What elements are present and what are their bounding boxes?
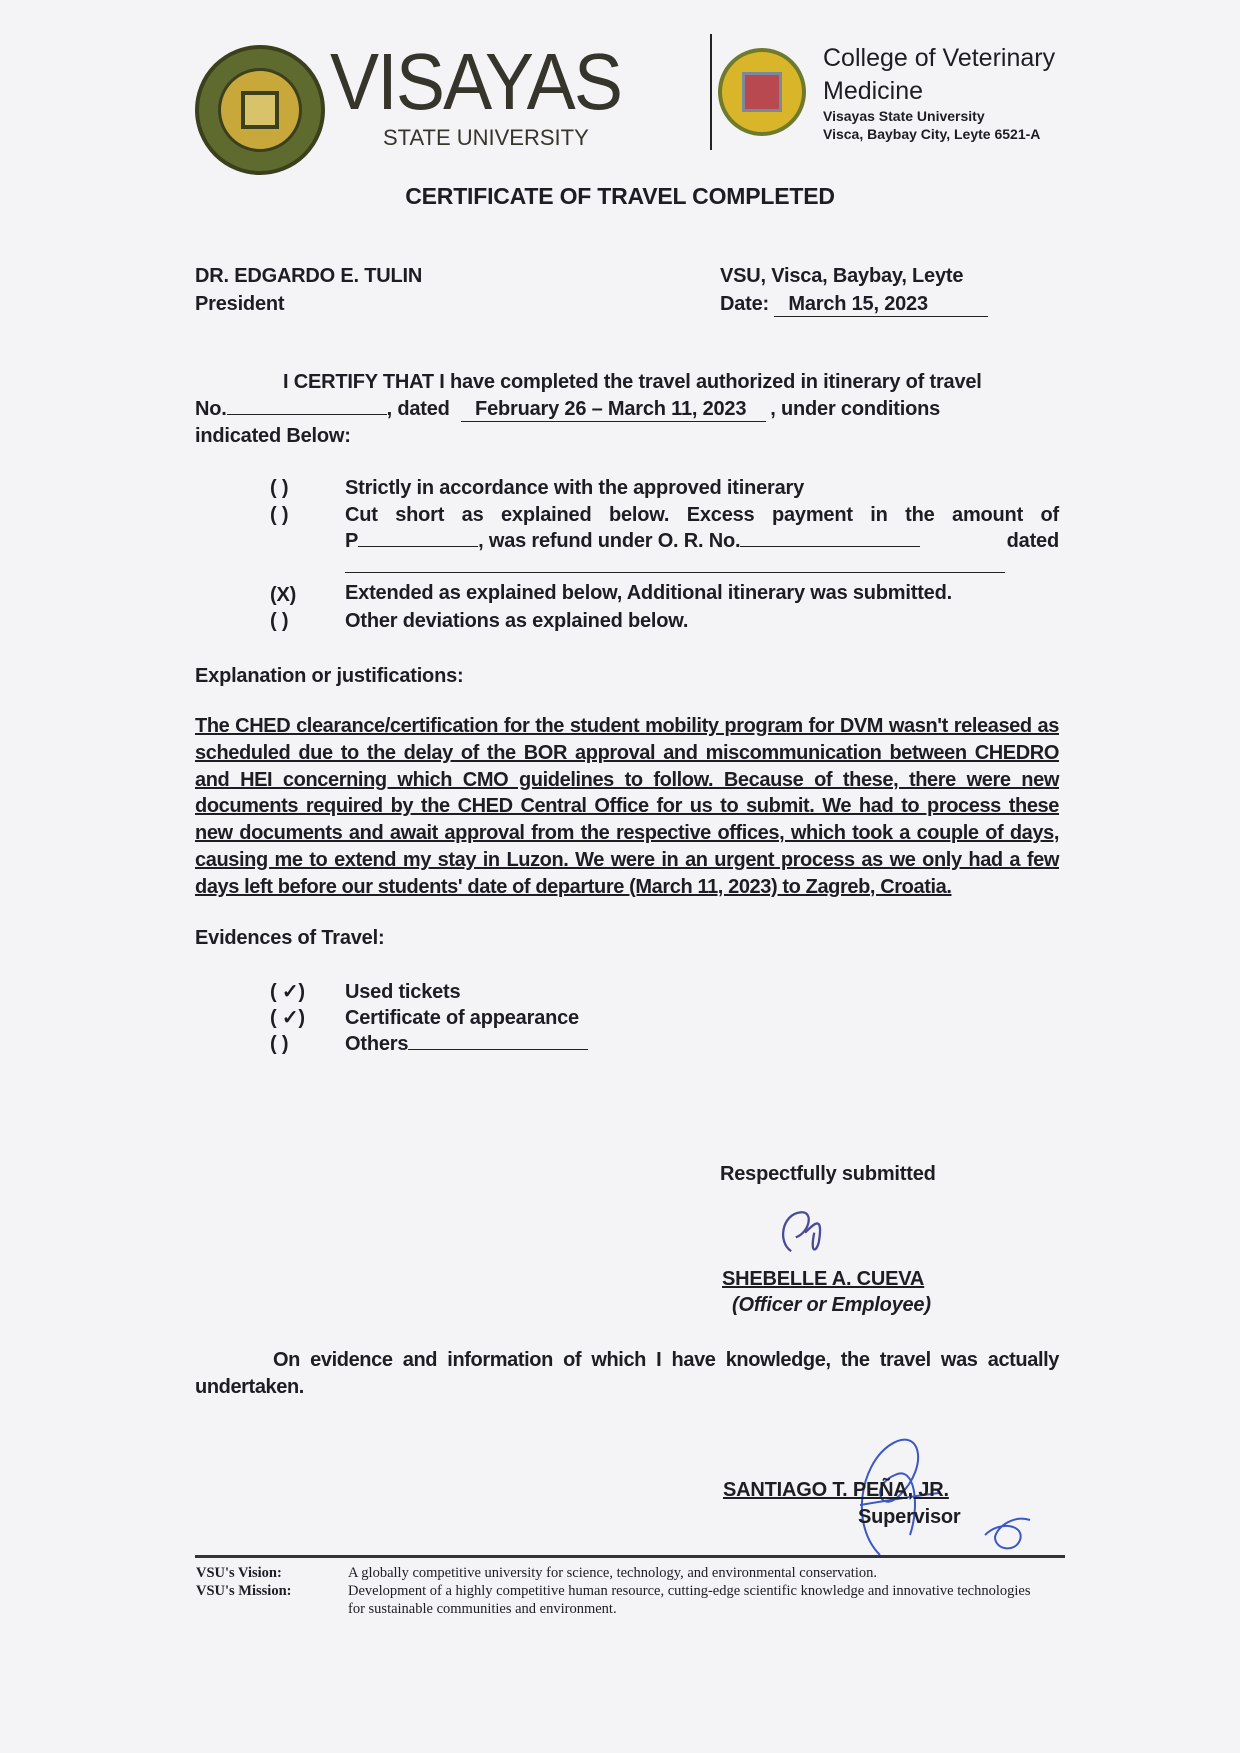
evidence-text: Certificate of appearance: [345, 1006, 579, 1029]
dated-text: February 26 – March 11, 2023: [475, 398, 747, 420]
footer-rule: [195, 1555, 1065, 1558]
option-mark[interactable]: ( ): [270, 504, 289, 526]
option-mark[interactable]: (X): [270, 584, 297, 606]
location: VSU, Visca, Baybay, Leyte: [720, 265, 964, 287]
university-wordmark: VISAYAS: [330, 37, 622, 126]
date-row: [720, 293, 988, 317]
explanation-text: The CHED clearance/certification for the student mobility program for DVM wasn't released as scheduled due to the delay of the BOR approval and miscommunication between CHEDRO and HEI concerning which CMO guidelines to follow. Because of these, there were new documents required by the CHED Central Office for us to submit. We had to process these new documents and await approval from the respective offices, which took a couple of days, causing me to extend my stay in Luzon. We were in an urgent process as we only had a few days left before our students' date of departure (March 11, 2023) to Zagreb, Croatia.: [195, 715, 1059, 898]
evidence-mark[interactable]: ( ✓): [270, 980, 305, 1003]
amount-blank[interactable]: [358, 545, 478, 547]
evidence-other: [345, 1031, 588, 1057]
evidence-item: [195, 1005, 1059, 1031]
evidence-text: Others: [345, 1032, 409, 1055]
addressee-position: President: [195, 293, 285, 315]
addressee-name: DR. EDGARDO E. TULIN: [195, 265, 423, 287]
supervisor-role: Supervisor: [858, 1506, 961, 1528]
conditions-label: , under conditions: [770, 398, 941, 420]
college-name-1: College of Veterinary: [823, 44, 1056, 72]
header-divider: [710, 34, 712, 150]
others-blank[interactable]: [408, 1048, 588, 1050]
refund-line: [345, 530, 1059, 553]
vision-label: VSU's Vision:: [196, 1565, 282, 1581]
supervisor-name: SANTIAGO T. PEÑA, JR.: [723, 1479, 949, 1501]
option-mark[interactable]: ( ): [270, 477, 289, 499]
certify-line: I CERTIFY THAT I have completed the travel authorized in itinerary of travel: [283, 371, 982, 393]
option-text: Other deviations as explained below.: [345, 610, 689, 632]
college-name-2: Medicine: [823, 77, 924, 105]
employee-signature: [770, 1205, 840, 1265]
college-address: Visca, Baybay City, Leyte 6521-A: [823, 126, 1041, 142]
date-value: [774, 293, 988, 317]
dated-label: , dated: [386, 398, 450, 420]
cvm-seal-logo: [718, 48, 806, 136]
employee-role: (Officer or Employee): [732, 1294, 931, 1316]
no-label: No.: [195, 398, 227, 420]
explanation-section: [195, 663, 1059, 1057]
itinerary-line: [195, 398, 1059, 422]
evidence-item: [195, 979, 1059, 1005]
evidences-label: Evidences of Travel:: [195, 926, 385, 949]
option-text: Strictly in accordance with the approved itinerary: [345, 477, 805, 499]
university-subtitle: STATE UNIVERSITY: [383, 125, 589, 150]
mission-label: VSU's Mission:: [196, 1583, 292, 1599]
dated-value: [461, 398, 766, 422]
or-no-blank[interactable]: [740, 545, 920, 547]
indicated-below: indicated Below:: [195, 425, 351, 447]
evidence-list: [195, 979, 1059, 1057]
college-university: Visayas State University: [823, 108, 985, 124]
page-title: CERTIFICATE OF TRAVEL COMPLETED: [405, 183, 835, 209]
evidence-item: [195, 1031, 1059, 1057]
option-text: Extended as explained below, Additional itinerary was submitted.: [345, 582, 952, 604]
option-text: Cut short as explained below. Excess payment in the amount of: [345, 504, 1059, 526]
evidence-mark[interactable]: ( ): [270, 1032, 289, 1055]
employee-name: SHEBELLE A. CUEVA: [722, 1268, 925, 1290]
option-mark[interactable]: ( ): [270, 610, 289, 632]
vsu-seal-logo: [195, 45, 325, 175]
refund-label: , was refund under O. R. No.: [478, 530, 741, 552]
explanation-label: Explanation or justifications:: [195, 665, 464, 687]
evidence-text: Used tickets: [345, 980, 461, 1003]
refund-dated-label: dated: [1006, 530, 1059, 552]
itinerary-no-blank[interactable]: [227, 413, 387, 415]
mission-text: Development of a highly competitive human resource, cutting-edge scientific knowledge and innovative technologies for sustainable communities and environment.: [348, 1583, 1031, 1617]
vision-text: A globally competitive university for science, technology, and environmental conservation.: [348, 1565, 877, 1581]
refund-date-blank[interactable]: [345, 572, 1005, 573]
p-label: P: [345, 530, 359, 552]
evidence-mark[interactable]: ( ✓): [270, 1006, 305, 1029]
respectfully-submitted: Respectfully submitted: [720, 1163, 936, 1185]
attestation-text: On evidence and information of which I have knowledge, the travel was actually undertaken.: [195, 1349, 1059, 1398]
date-text: March 15, 2023: [788, 293, 928, 315]
date-label: Date:: [720, 293, 770, 315]
